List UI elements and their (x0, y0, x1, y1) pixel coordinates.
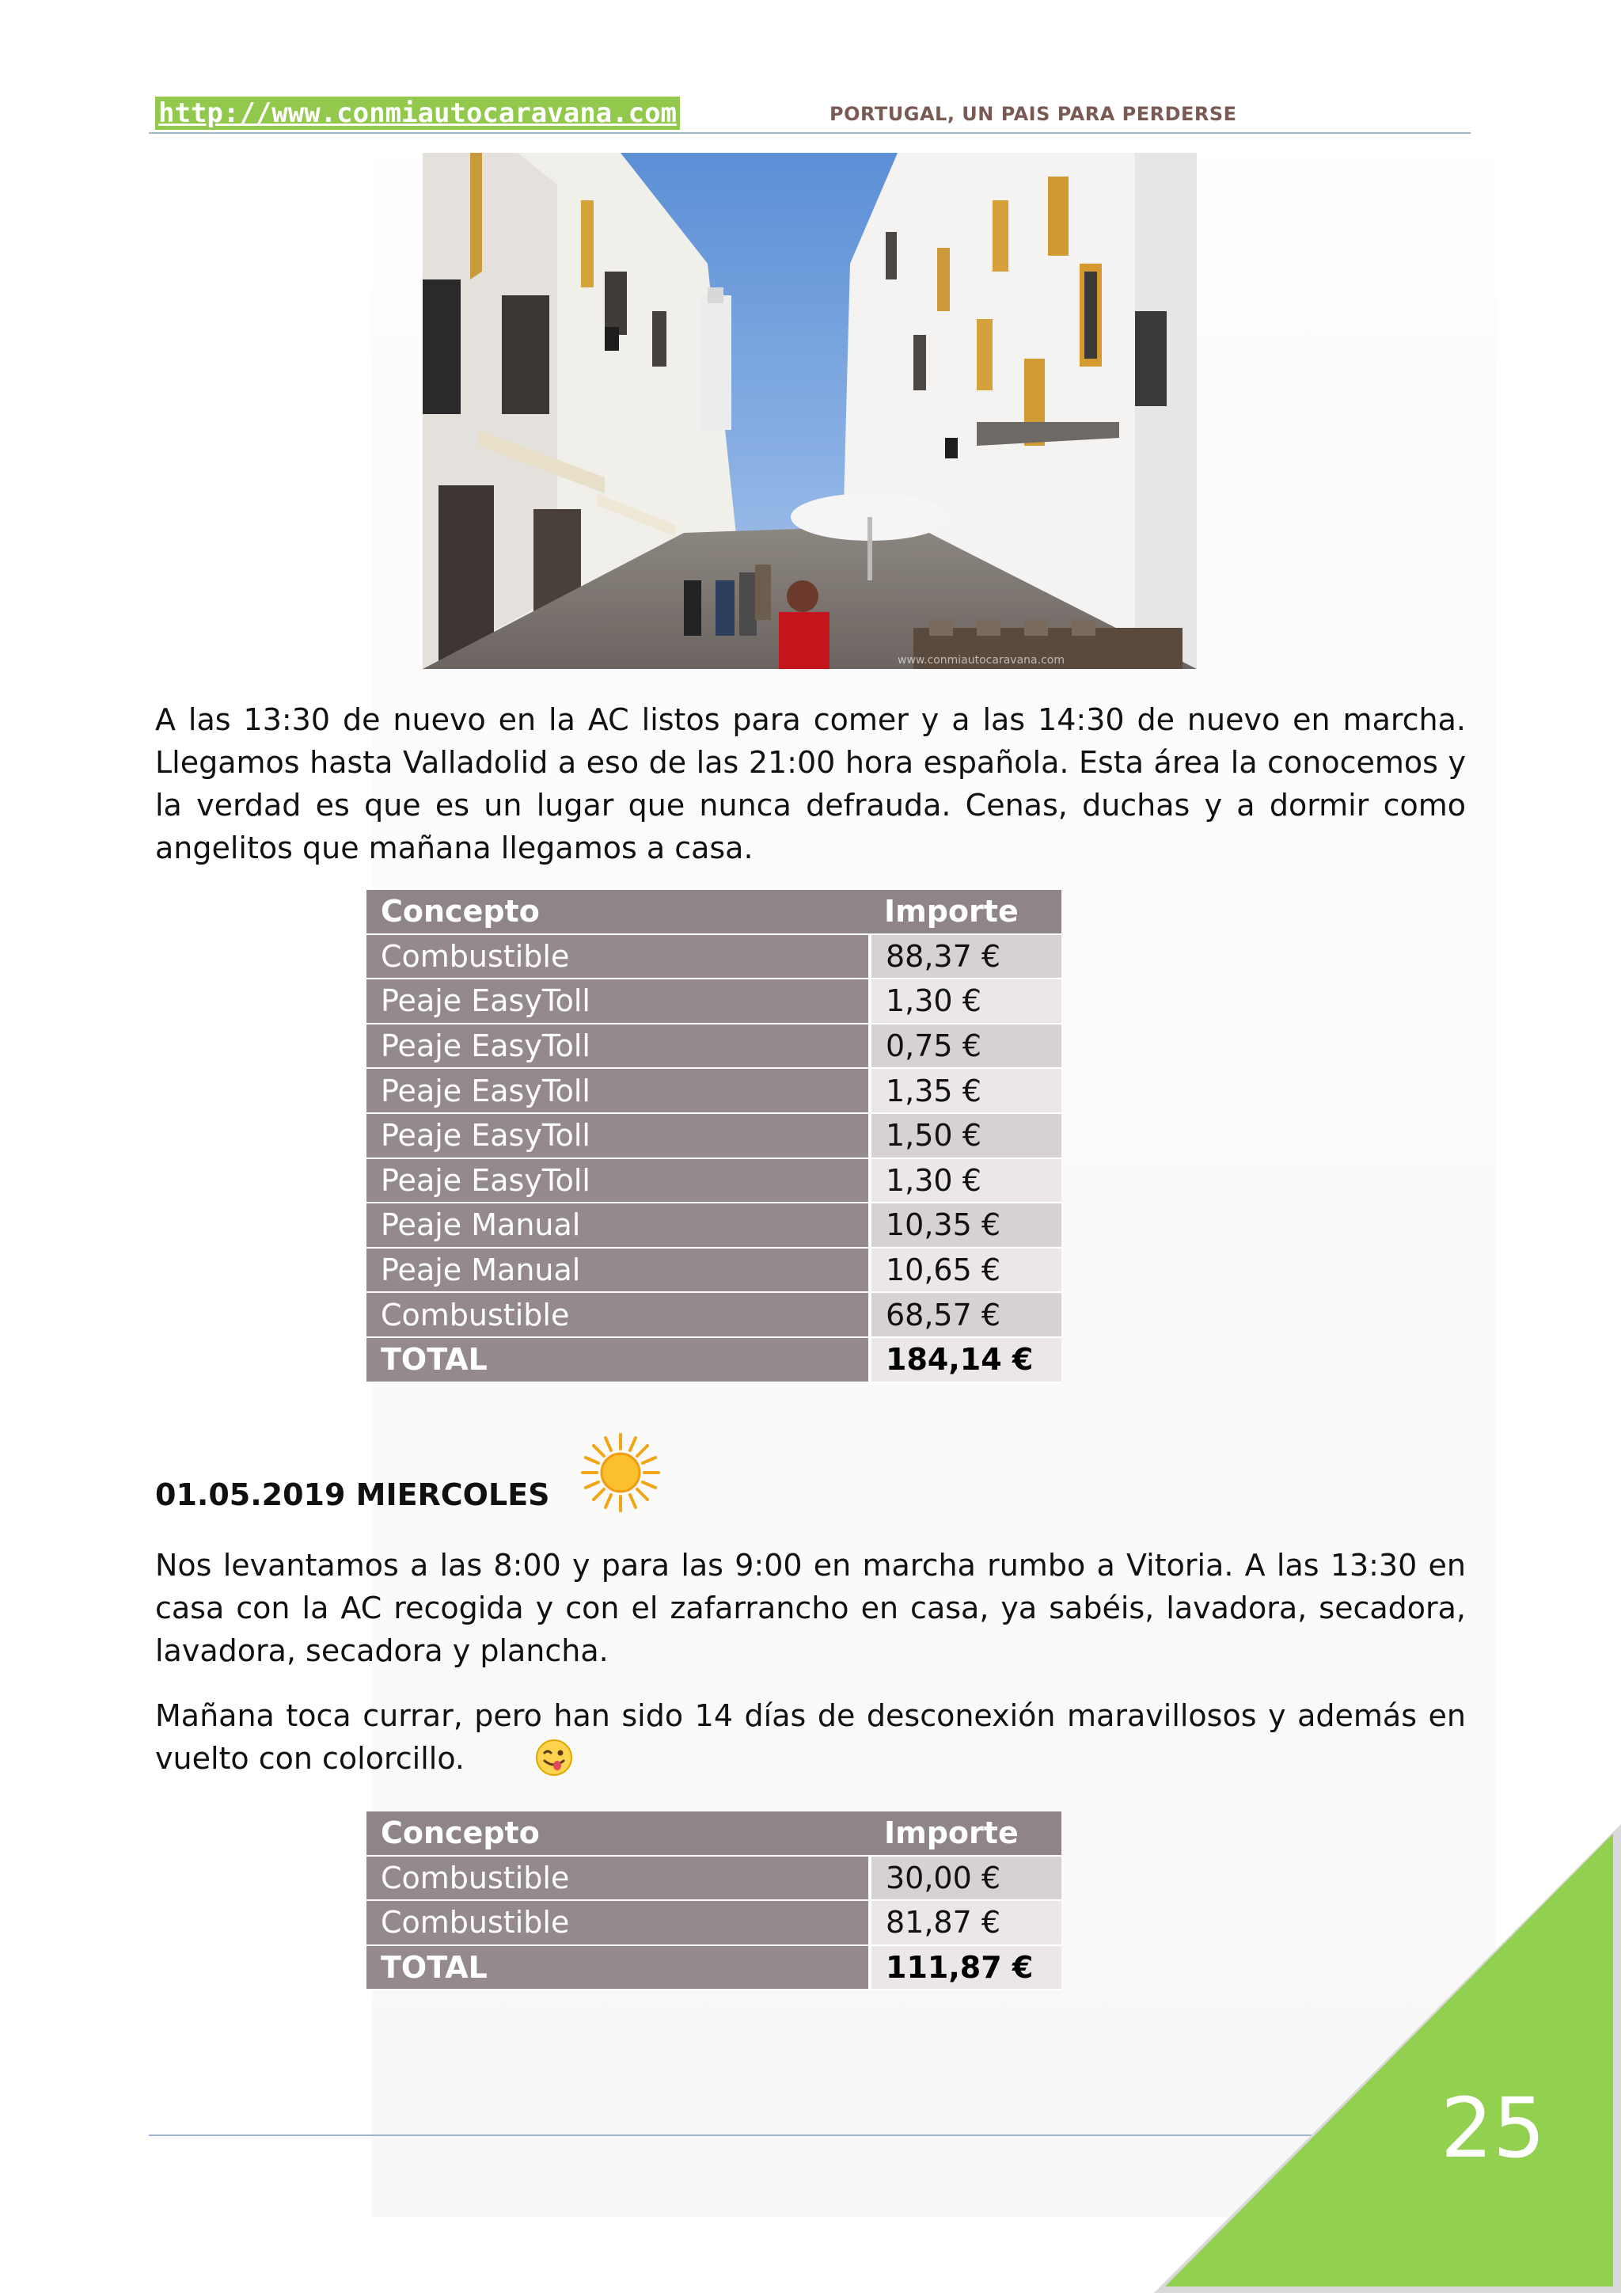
column-header-amount: Importe (870, 890, 1061, 934)
sun-icon (579, 1431, 662, 1514)
page-corner-decoration (1148, 1821, 1621, 2293)
amount-cell: 1,30 € (870, 979, 1061, 1024)
amount-cell: 68,57 € (870, 1292, 1061, 1337)
table-row (366, 934, 1061, 979)
concept-cell: Peaje Manual (366, 1203, 870, 1248)
concept-cell: Peaje EasyToll (366, 1158, 870, 1203)
total-label: TOTAL (366, 1337, 870, 1382)
table-total-row (366, 1337, 1061, 1382)
total-amount: 184,14 € (870, 1337, 1061, 1382)
total-label: TOTAL (366, 1945, 870, 1990)
column-header-concept: Concepto (366, 1811, 870, 1856)
paragraph-3 (155, 1694, 1466, 1780)
amount-cell: 1,50 € (870, 1113, 1061, 1158)
table-row (366, 1203, 1061, 1248)
amount-cell: 88,37 € (870, 934, 1061, 979)
column-header-concept: Concepto (366, 890, 870, 934)
concept-cell: Peaje EasyToll (366, 1068, 870, 1113)
photo-watermark: www.conmiautocaravana.com (898, 654, 1065, 667)
table-row (366, 979, 1061, 1024)
table-row (366, 1068, 1061, 1113)
amount-cell: 81,87 € (870, 1900, 1061, 1945)
concept-cell: Peaje EasyToll (366, 979, 870, 1024)
amount-cell: 30,00 € (870, 1856, 1061, 1901)
concept-cell: Peaje EasyToll (366, 1113, 870, 1158)
total-amount: 111,87 € (870, 1945, 1061, 1990)
table-header-row (366, 890, 1061, 934)
table-row (366, 1292, 1061, 1337)
column-header-amount: Importe (870, 1811, 1061, 1856)
table-header-row (366, 1811, 1061, 1856)
paragraph-3-text: Mañana toca currar, pero han sido 14 días de desconexión maravillosos y además en vuelto con colorcillo. (155, 1698, 1466, 1776)
paragraph-1-text: A las 13:30 de nuevo en la AC listos para comer y a las 14:30 de nuevo en marcha. Llegamos hasta Valladolid a eso de las 21:00 hora española. Esta área la conocemos y la verdad es que es un lugar que nunca defrauda. Cenas, duchas y a dormir como angelitos que mañana llegamos a casa. (155, 702, 1466, 865)
table-row (366, 1024, 1061, 1069)
paragraph-1 (155, 698, 1466, 869)
page-number: 25 (1441, 2080, 1546, 2176)
amount-cell: 10,65 € (870, 1248, 1061, 1293)
table-total-row (366, 1945, 1061, 1990)
amount-cell: 0,75 € (870, 1024, 1061, 1069)
expense-table-2 (366, 1811, 1061, 1990)
table-row (366, 1900, 1061, 1945)
concept-cell: Combustible (366, 1856, 870, 1901)
expense-table-1 (366, 890, 1061, 1383)
paragraph-2-text: Nos levantamos a las 8:00 y para las 9:00 en marcha rumbo a Vitoria. A las 13:30 en casa con la AC recogida y con el zafarrancho en casa, ya sabéis, lavadora, secadora, lavadora, secadora y plancha. (155, 1548, 1466, 1668)
amount-cell: 1,35 € (870, 1068, 1061, 1113)
paragraph-2 (155, 1544, 1466, 1672)
table-row (366, 1158, 1061, 1203)
concept-cell: Combustible (366, 934, 870, 979)
table-row (366, 1113, 1061, 1158)
concept-cell: Peaje Manual (366, 1248, 870, 1293)
amount-cell: 10,35 € (870, 1203, 1061, 1248)
header-divider (149, 132, 1471, 134)
concept-cell: Peaje EasyToll (366, 1024, 870, 1069)
header-title: PORTUGAL, UN PAIS PARA PERDERSE (829, 103, 1237, 125)
day-heading: 01.05.2019 MIERCOLES (155, 1477, 550, 1512)
header-url-link[interactable]: http://www.conmiautocaravana.com (155, 97, 680, 130)
table-row (366, 1248, 1061, 1293)
concept-cell: Combustible (366, 1292, 870, 1337)
winking-face-tongue-icon (535, 1739, 573, 1777)
amount-cell: 1,30 € (870, 1158, 1061, 1203)
footer-divider (149, 2134, 1312, 2136)
table-row (366, 1856, 1061, 1901)
street-photo (423, 153, 1197, 669)
concept-cell: Combustible (366, 1900, 870, 1945)
